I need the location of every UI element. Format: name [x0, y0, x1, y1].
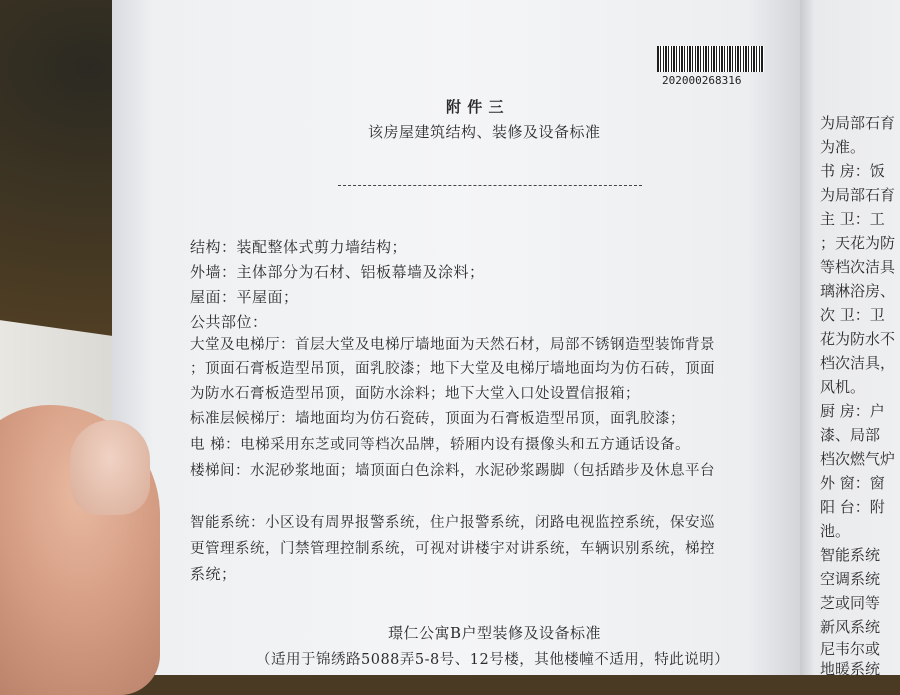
right-line: 智能系统 [820, 546, 881, 564]
right-line: 书 房：饭 [820, 162, 885, 180]
line-elevator: 电 梯：电梯采用东芝或同等档次品牌，轿厢内设有摄像头和五方通话设备。 [190, 437, 691, 453]
line-exterior-wall: 外墙：主体部分为石材、铝板幕墙及涂料； [190, 263, 485, 281]
right-line: 地暖系统 [820, 660, 881, 678]
right-line: 尼韦尔或 [820, 640, 881, 658]
line-lobby-3: 为防水石膏板造型吊顶，面防水涂料；地下大堂入口处设置信报箱； [190, 386, 640, 402]
page-heading: 附 件 三 [446, 98, 504, 116]
right-line: 璃淋浴房、 [820, 282, 896, 300]
right-line: 为局部石育 [820, 186, 896, 204]
right-line: 主 卫：工 [820, 210, 885, 228]
line-smart-1: 智能系统：小区设有周界报警系统，住户报警系统，闭路电视监控系统，保安巡 [190, 515, 715, 531]
right-line: 为局部石育 [820, 114, 896, 132]
footer-note: （适用于锦绣路5088弄5-8号、12号楼，其他楼幢不适用，特此说明） [256, 652, 730, 668]
right-line: 池。 [820, 522, 851, 540]
divider [338, 185, 642, 186]
right-line: 外 窗：窗 [820, 474, 885, 492]
line-structure: 结构：装配整体式剪力墙结构； [190, 238, 408, 256]
right-line: 新风系统 [820, 618, 881, 636]
line-smart-3: 系统； [190, 565, 237, 583]
barcode [657, 46, 764, 72]
line-lobby-1: 大堂及电梯厅：首层大堂及电梯厅墙地面为天然石材，局部不锈钢造型装饰背景 [190, 337, 715, 353]
right-line: 次 卫：卫 [820, 306, 885, 324]
right-line: 芝或同等 [820, 594, 881, 612]
line-smart-2: 更管理系统，门禁管理控制系统，可视对讲楼宇对讲系统，车辆识别系统，梯控 [190, 541, 715, 557]
right-line: ；天花为防 [820, 234, 896, 252]
right-line: 漆、局部 [820, 426, 881, 444]
line-standard-floor: 标准层候梯厅：墙地面均为仿石瓷砖，顶面为石膏板造型吊顶，面乳胶漆； [190, 411, 685, 427]
line-stairwell: 楼梯间：水泥砂浆地面；墙顶面白色涂料，水泥砂浆踢脚（包括踏步及休息平台 [190, 463, 715, 479]
line-public-areas: 公共部位： [190, 313, 268, 331]
footer-title: 璟仁公寓B户型装修及设备标准 [388, 624, 602, 642]
right-line: 厨 房：户 [820, 402, 885, 420]
thumbnail-nail [70, 420, 150, 515]
right-line: 阳 台：附 [820, 498, 885, 516]
page-subtitle: 该房屋建筑结构、装修及设备标准 [368, 123, 601, 141]
line-lobby-2: ；顶面石膏板造型吊顶，面乳胶漆；地下大堂及电梯厅墙地面均为仿石砖，顶面 [190, 361, 715, 377]
right-line: 等档次洁具 [820, 258, 896, 276]
right-line: 花为防水不 [820, 330, 896, 348]
right-line: 空调系统 [820, 570, 881, 588]
right-line: 风机。 [820, 378, 866, 396]
barcode-number: 202000268316 [662, 74, 742, 87]
right-line: 档次燃气炉 [820, 450, 896, 468]
right-line: 档次洁具， [820, 354, 896, 372]
right-line: 为准。 [820, 138, 866, 156]
line-roof: 屋面：平屋面； [190, 288, 299, 306]
